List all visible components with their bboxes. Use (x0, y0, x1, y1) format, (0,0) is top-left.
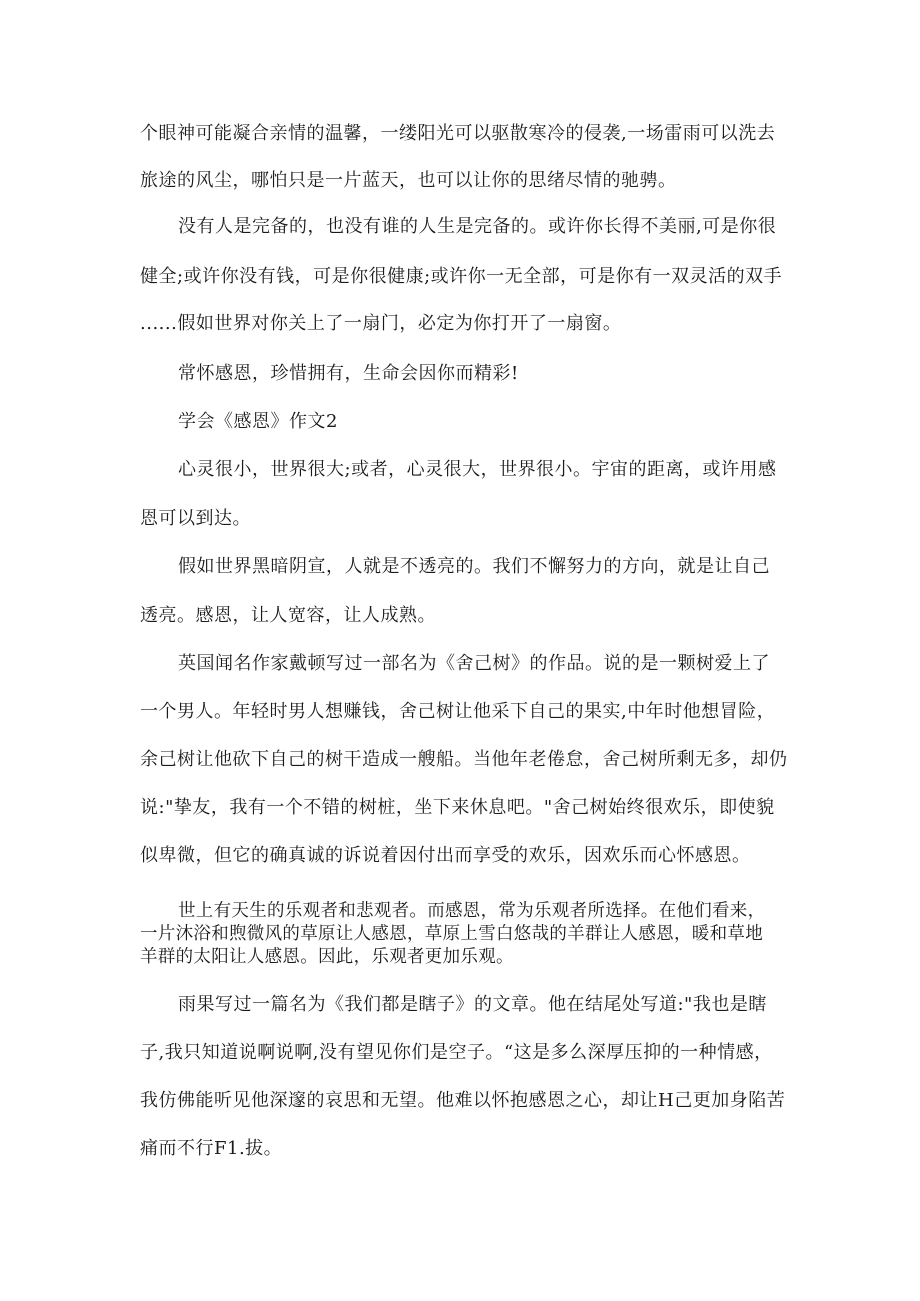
text-line: 余己树让他砍下自己的树干造成一艘船。当他年老倦怠，舍己树所剩无多，却仍 (140, 749, 788, 770)
text-line: 个眼神可能凝合亲情的温馨，一缕阳光可以驱散寒冷的侵袭,一场雷雨可以洗去 (140, 123, 776, 144)
text-line: 一个男人。年轻时男人想赚钱，舍己树让他采下自己的果实,中年时他想冒险， (140, 701, 776, 722)
text-line: 子,我只知道说啊说啊,没有望见你们是空子。“这是多么深厚压抑的一种情感， (140, 1042, 773, 1063)
paragraph-start: 英国闻名作家戴顿写过一部名为《舍己树》的作品。说的是一颗树爱上了 (178, 653, 770, 674)
text-line: 我仿佛能听见他深邃的哀思和无望。他难以怀抱感恩之心，却让H己更加身陷苦 (140, 1090, 786, 1111)
text-line: 羊群的太阳让人感恩。因此，乐观者更加乐观。 (140, 947, 514, 967)
text-line: 旅途的风尘，哪怕只是一片蓝天，也可以让你的思绪尽情的驰骋。 (140, 170, 677, 191)
text-line: 一片沐浴和煦微风的草原让人感恩，草原上雪白悠哉的羊群让人感恩，暖和草地 (140, 924, 763, 944)
text-line: 说:"挚友，我有一个不错的树桩，坐下来休息吧。"舍己树始终很欢乐，即使貌 (140, 797, 775, 818)
text-line: 似卑微，但它的确真诚的诉说着因付出而享受的欢乐，因欢乐而心怀感恩。 (140, 845, 751, 866)
paragraph-start: 心灵很小，世界很大;或者，心灵很大，世界很小。宇宙的距离，或许用感 (178, 459, 777, 480)
text-line: 健全;或许你没有钱，可是你很健康;或许你一无全部，可是你有一双灵活的双手 (140, 266, 783, 287)
paragraph-start: 没有人是完备的，也没有谁的人生是完备的。或许你长得不美丽,可是你很 (178, 216, 777, 237)
paragraph-start: 世上有天生的乐观者和悲观者。而感恩，常为乐观者所选择。在他们看来， (178, 901, 766, 921)
paragraph-start: 假如世界黑暗阴宣，人就是不透亮的。我们不懈努力的方向，就是让自己 (178, 556, 770, 577)
paragraph-start: 常怀感恩，珍惜拥有，生命会因你而精彩! (178, 363, 519, 384)
text-line: 透亮。感恩，让人宽容，让人成熟。 (140, 605, 436, 626)
section-heading: 学会《感恩》作文2 (178, 411, 338, 432)
text-line: ......假如世界对你关上了一扇门，必定为你打开了一扇窗。 (140, 313, 622, 334)
text-line: 恩可以到达。 (140, 508, 251, 529)
paragraph-start: 雨果写过一篇名为《我们都是瞎子》的文章。他在结尾处写道:"我也是瞎 (178, 994, 767, 1015)
text-line: 痛而不行F1.拔。 (140, 1138, 283, 1159)
